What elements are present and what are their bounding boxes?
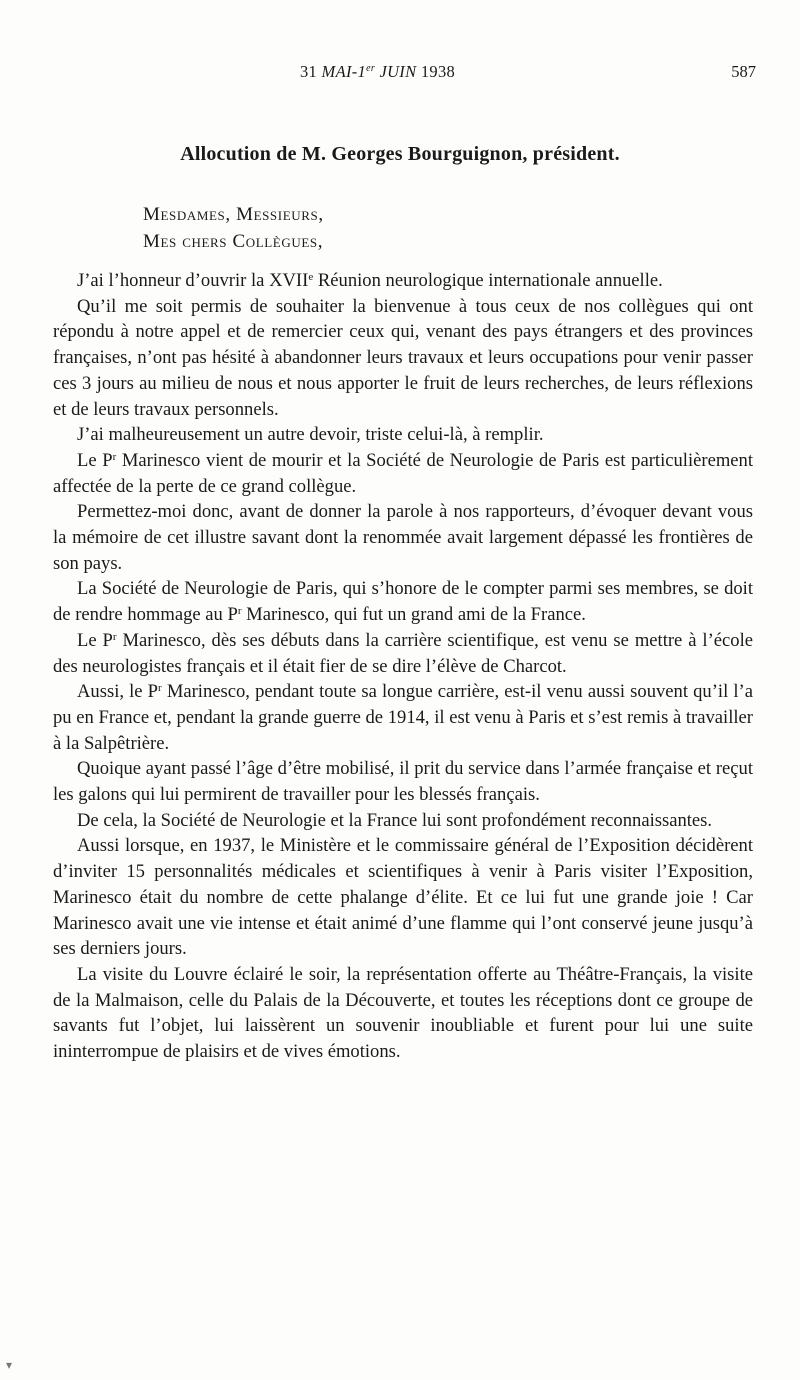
paragraph: [53, 268, 753, 294]
running-head: [0, 62, 800, 86]
paragraph-text: Marinesco, qui fut un grand ami de la France.: [241, 604, 586, 626]
paragraph: [53, 833, 753, 962]
paragraph-text: La visite du Louvre éclairé le soir, la représentation offerte au Théâtre-Français, la visite de la Malmaison, celle du Palais de la Découverte, et toutes les réceptions dont ce groupe de savants fut l’objet, lui laissèrent un souvenir inoubliable et furent pour lui une suite ininterrompue de plaisirs et de vives émotions.: [53, 963, 753, 1063]
paragraph: [53, 422, 753, 448]
paragraph: [53, 448, 753, 499]
date-year: 1938: [416, 62, 456, 81]
paragraph: [53, 628, 753, 679]
paragraph-text: Le P: [77, 629, 113, 651]
salutation-line-2: Mes chers Collègues,: [143, 231, 324, 252]
article-title: Allocution de M. Georges Bourguignon, président.: [180, 143, 620, 165]
date-month: MAI: [321, 62, 352, 81]
superscript-text: r: [112, 630, 117, 643]
paragraph-text: J’ai malheureusement un autre devoir, triste celui-là, à remplir.: [77, 424, 544, 446]
paragraph-text: Marinesco, dès ses débuts dans la carrière scientifique, est venu se mettre à l’école des neurologistes français et il était fier de se dire l’élève de Charcot.: [53, 629, 753, 677]
paragraph: [53, 499, 753, 576]
superscript-text: e: [308, 271, 314, 283]
paragraph: [53, 808, 753, 834]
date-month-second: JUIN: [375, 62, 417, 81]
page-number: 587: [731, 62, 756, 81]
date-day: 31: [300, 62, 322, 81]
superscript-text: r: [112, 450, 117, 463]
paragraph-text: Réunion neurologique internationale annuelle.: [313, 270, 663, 291]
paragraph-text: Qu’il me soit permis de souhaiter la bienvenue à tous ceux de nos collègues qui ont répondu à notre appel et de remercier ceux qui, venant des pays étrangers et des provinces françaises, n’ont pas hésité à abandonner leurs travaux et leurs occupations pour venir passer ces 3 jours au milieu de nous et nous apporter le fruit de leurs recherches, de leurs réflexions et de leurs travaux personnels.: [53, 295, 753, 420]
paragraph-text: J’ai l’honneur d’ouvrir la XVII: [77, 270, 309, 291]
paragraph: [53, 679, 753, 756]
body-text: [53, 268, 753, 1065]
margin-mark: ▾: [6, 1358, 13, 1372]
paragraph-text: Marinesco vient de mourir et la Société de Neurologie de Paris est particulièrement affectée de la perte de ce grand collègue.: [53, 449, 753, 497]
superscript-text: r: [158, 682, 162, 695]
paragraph: [53, 962, 753, 1065]
paragraph-text: Quoique ayant passé l’âge d’être mobilisé, il prit du service dans l’armée française et reçut les galons qui lui permirent de travailler pour les blessés français.: [53, 758, 753, 806]
paragraph: [53, 756, 753, 807]
paragraph-text: Le P: [77, 449, 113, 471]
paragraph-text: Permettez-moi donc, avant de donner la parole à nos rapporteurs, d’évoquer devant vous la mémoire de cet illustre savant dont la renommée avait largement dépassé les frontières de son pays.: [53, 501, 753, 574]
header-date: [300, 62, 455, 82]
date-superscript: er: [366, 63, 376, 74]
paragraph-text: De cela, la Société de Neurologie et la France lui sont profondément reconnaissantes.: [77, 809, 713, 831]
paragraph: [53, 294, 753, 423]
salutation-line-1: Mesdames, Messieurs,: [143, 204, 324, 225]
paragraph: [53, 576, 753, 627]
paragraph-text: La Société de Neurologie de Paris, qui s’honore de le compter parmi ses membres, se doit de rendre hommage au P: [53, 578, 753, 626]
date-separator: -1: [351, 62, 367, 81]
paragraph-text: Marinesco, pendant toute sa longue carrière, est-il venu aussi souvent qu’il l’a pu en France et, pendant la grande guerre de 1914, il est venu à Paris et s’est remis à travailler à la Salpêtrière.: [53, 681, 753, 754]
paragraph-text: Aussi lorsque, en 1937, le Ministère et le commissaire général de l’Exposition décidèrent d’inviter 15 personnalités médicales et scientifiques à venir à Paris visiter l’Exposition, Marinesco était du nombre de cette phalange d’élite. Et ce lui fut une grande joie ! Car Marinesco avait une vie intense et était animé d’une flamme qui l’ont conservé jeune jusqu’à ses derniers jours.: [53, 835, 753, 960]
paragraph-text: Aussi, le P: [77, 681, 159, 703]
superscript-text: r: [237, 605, 242, 618]
